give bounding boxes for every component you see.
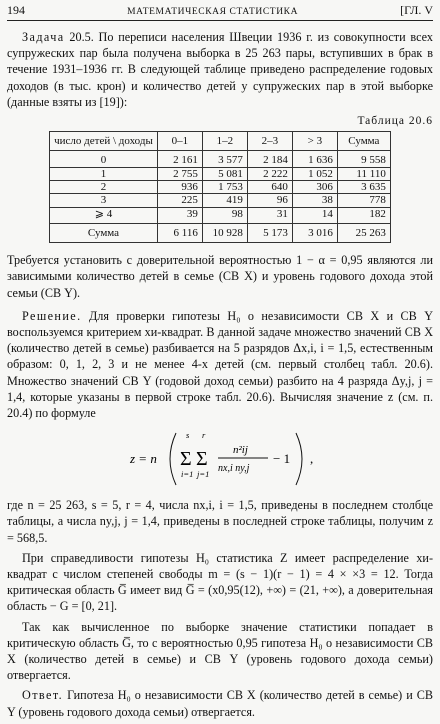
table-cell: Сумма	[50, 223, 158, 242]
table-cell: 1	[50, 167, 158, 180]
right-paren	[296, 433, 302, 485]
table-body	[50, 151, 391, 243]
task-label: Задача	[22, 30, 65, 44]
table-cell: 2	[50, 180, 158, 193]
answer-label: Ответ.	[22, 688, 64, 703]
formula-tail: − 1	[273, 451, 291, 467]
formula	[7, 427, 433, 491]
requirement-paragraph: Требуется установить с доверительной вероятностью 1 − α = 0,95 являются ли зависимыми количество детей в семье (СВ X) и уровень годового дохода этой семьи (СВ Y).	[7, 253, 433, 300]
after-formula-paragraph: где n = 25 263, s = 5, r = 4, числа nx,i, i = 1,5, приведены в последнем столбце таблицы, а числа ny,j, j = 1,4, приведены в последней строке таблицы, получим z = 568,5.	[7, 498, 433, 545]
header-cell: 2–3	[247, 132, 292, 151]
table-cell: 98	[202, 207, 247, 223]
table-header-row	[50, 132, 391, 151]
data-table	[49, 131, 391, 243]
table-cell: 1 753	[202, 180, 247, 193]
table-cell: 778	[337, 194, 390, 207]
table-cell: 96	[247, 194, 292, 207]
table-cell: 2 222	[247, 167, 292, 180]
table-row	[50, 180, 391, 193]
book-page	[0, 3, 440, 724]
criterion-paragraph: При справедливости гипотезы H₀ статистика Z имеет распределение хи-квадрат с числом степеней свободы m = (s − 1)(r − 1) = 4 × ×3 = 12. Тогда критическая область G̅ имеет вид G̅ = (x0,95(12), +∞) = (21, +∞), а доверительная область − G = [0, 21].	[7, 550, 433, 614]
header-cell: 1–2	[202, 132, 247, 151]
fraction-numerator: n²ij	[233, 444, 248, 457]
table-cell: 3	[50, 194, 158, 207]
answer-text: Гипотеза H₀ о независимости СВ X (количество детей в семье) и СВ Y (уровень годового дохода семьи) отвергается.	[7, 688, 433, 719]
task-text: 20.5. По переписи населения Швеции 1936 г. из совокупности всех супружеских пар была получена выборка в 25 263 пары, вступивших в брак в течение 1931–1936 гг. В следующей таблице приведено распределение годовых доходов (в тыс. крон) и количество детей у супружеских пар в этой выборке (данные взяты из [19]):	[7, 30, 433, 109]
page-number: 194	[7, 3, 25, 17]
table-cell: 2 755	[157, 167, 202, 180]
table-cell: ⩾ 4	[50, 207, 158, 223]
task-paragraph	[7, 29, 433, 110]
table-row	[50, 207, 391, 223]
sum-upper-1: s	[186, 430, 190, 441]
fraction-denominator: nx,i ny,j	[218, 463, 250, 475]
formula-end: ,	[310, 451, 314, 467]
table-cell: 39	[157, 207, 202, 223]
table-cell: 10 928	[202, 223, 247, 242]
table-cell: 0	[50, 151, 158, 167]
table-row	[50, 194, 391, 207]
table-cell: 5 173	[247, 223, 292, 242]
table-cell: 3 577	[202, 151, 247, 167]
solution-label: Решение.	[22, 308, 82, 323]
sum-upper-2: r	[202, 430, 206, 441]
table-cell: 25 263	[337, 223, 390, 242]
table-cell: 3 016	[292, 223, 337, 242]
formula-lhs: z = n	[130, 451, 157, 467]
table-caption: Таблица 20.6	[357, 115, 433, 128]
table-cell: 9 558	[337, 151, 390, 167]
header-cell: > 3	[292, 132, 337, 151]
table-cell: 936	[157, 180, 202, 193]
table-sum-row	[50, 223, 391, 242]
running-title: МАТЕМАТИЧЕСКАЯ СТАТИСТИКА	[127, 7, 299, 17]
formula-svg	[90, 427, 350, 491]
table-cell: 182	[337, 207, 390, 223]
left-paren	[170, 433, 176, 485]
table-cell: 38	[292, 194, 337, 207]
table-cell: 306	[292, 180, 337, 193]
table-cell: 14	[292, 207, 337, 223]
table-row	[50, 151, 391, 167]
answer-paragraph	[7, 687, 433, 719]
header-cell: Сумма	[337, 132, 390, 151]
table-cell: 419	[202, 194, 247, 207]
table-row	[50, 167, 391, 180]
sigma-1: Σ	[180, 448, 192, 471]
table-cell: 3 635	[337, 180, 390, 193]
table-cell: 2 161	[157, 151, 202, 167]
page-header	[7, 3, 433, 21]
table-cell: 1 052	[292, 167, 337, 180]
sum-lower-2: j=1	[197, 469, 210, 480]
solution-text: Для проверки гипотезы H₀ о независимости СВ X и СВ Y воспользуемся критерием хи-квадрат. В данной задаче множество значений СВ X (количество детей в семье) разбивается на 5 разрядов Δx,i, i = 1,5, естественным образом: 0, 1, 2, 3 и не менее 4-х детей (см. первый столбец табл. 20.6). Множество значений СВ Y (годовой доход семьи) разбито на 4 разряда Δy,j, j = 1,4, которые указаны в первой строке табл. 20.6). Вычисляя значение z (см. п. 20.4) по формуле	[7, 308, 433, 420]
table-cell: 5 081	[202, 167, 247, 180]
table-cell: 31	[247, 207, 292, 223]
table-cell: 11 110	[337, 167, 390, 180]
conclusion-paragraph: Так как вычисленное по выборке значение статистики попадает в критическую область G̅, то с вероятностью 0,95 гипотеза H₀ о независимости СВ X (количество детей в семье) и СВ Y (уровень годового дохода семьи) отвергается.	[7, 619, 433, 683]
sigma-2: Σ	[196, 448, 208, 471]
table-cell: 2 184	[247, 151, 292, 167]
header-cell: 0–1	[157, 132, 202, 151]
table-cell: 640	[247, 180, 292, 193]
solution-paragraph	[7, 308, 433, 421]
table-cell: 225	[157, 194, 202, 207]
header-cell: число детей \ доходы	[50, 132, 158, 151]
table-cell: 6 116	[157, 223, 202, 242]
table-cell: 1 636	[292, 151, 337, 167]
sum-lower-1: i=1	[181, 469, 194, 480]
chapter-label: [ГЛ. V	[400, 3, 433, 17]
